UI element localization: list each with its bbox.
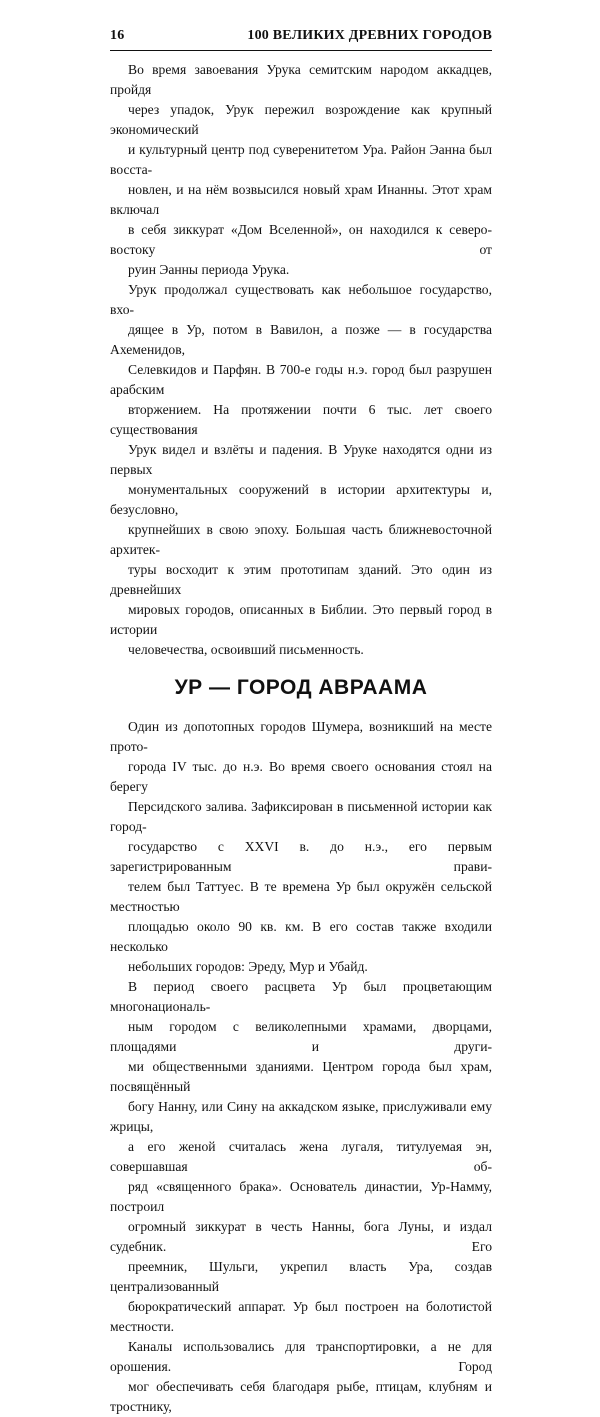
text-line: государство с XXVI в. до н.э., его первым зарегистрированным прави- [110, 839, 492, 874]
text-line: руин Эанны периода Урука. [128, 262, 290, 277]
paragraphs-before [110, 60, 492, 660]
text-line: мировых городов, описанных в Библии. Это первый город в истории [110, 602, 492, 637]
text-line: монументальных сооружений в истории архитектуры и, безусловно, [110, 482, 492, 517]
text-line: площадью около 90 кв. км. В его состав также входили несколько [110, 919, 492, 954]
running-head [110, 28, 492, 48]
text-line: и культурный центр под суверенитетом Ура. Район Эанна был восста- [110, 142, 492, 177]
text-line: небольших городов: Эреду, Мур и Убайд. [128, 959, 368, 974]
text-line: ми общественными зданиями. Центром города был храм, посвящённый [110, 1059, 492, 1094]
page-number: 16 [110, 28, 125, 43]
text-line: Селевкидов и Парфян. В 700-е годы н.э. город был разрушен арабским [110, 362, 492, 397]
text-line: телем был Таттуес. В те времена Ур был окружён сельской местностью [110, 879, 492, 914]
text-line: человечества, освоивший письменность. [128, 642, 364, 657]
text-line: Один из допотопных городов Шумера, возникший на месте прото- [110, 719, 492, 754]
text-line: дящее в Ур, потом в Вавилон, а позже — в государства Ахеменидов, [110, 322, 492, 357]
text-line: ряд «священного брака». Основатель династии, Ур-Намму, построил [110, 1179, 492, 1214]
header-rule [110, 50, 492, 51]
text-line: Персидского залива. Зафиксирован в письменной истории как город- [110, 799, 492, 834]
book-title: 100 ВЕЛИКИХ ДРЕВНИХ ГОРОДОВ [247, 28, 492, 43]
text-line: бюрократический аппарат. Ур был построен на болотистой местности. [110, 1299, 492, 1334]
text-line: Урук продолжал существовать как небольшое государство, вхо- [110, 282, 492, 317]
text-line: города IV тыс. до н.э. Во время своего основания стоял на берегу [110, 759, 492, 794]
text-line: Урук видел и взлёты и падения. В Уруке находятся одни из первых [110, 442, 492, 477]
text-line: вторжением. На протяжении почти 6 тыс. лет своего существования [110, 402, 492, 437]
section-heading: УР — ГОРОД АВРААМА [174, 676, 428, 699]
text-line: туры восходит к этим прототипам зданий. Это один из древнейших [110, 562, 492, 597]
text-line: В период своего расцвета Ур был процветающим многонациональ- [110, 979, 492, 1014]
text-line: огромный зиккурат в честь Нанны, бога Луны, и издал судебник. Его [110, 1219, 492, 1254]
text-line: мог обеспечивать себя благодаря рыбе, птицам, клубням и тростнику, [110, 1379, 492, 1414]
paragraph [110, 60, 492, 280]
text-line: Во время завоевания Урука семитским народом аккадцев, пройдя [110, 62, 492, 97]
text-line: а его женой считалась жена лугаля, титулуемая эн, совершавшая об- [110, 1139, 492, 1174]
text-line: в себя зиккурат «Дом Вселенной», он находился к северо-востоку от [110, 222, 492, 257]
text-line: ным городом с великолепными храмами, дворцами, площадями и други- [110, 1019, 492, 1054]
text-line: крупнейших в свою эпоху. Большая часть ближневосточной архитек- [110, 522, 492, 557]
paragraph [110, 717, 492, 977]
text-line: Каналы использовались для транспортировки, а не для орошения. Город [110, 1339, 492, 1374]
text-line: богу Нанну, или Сину на аккадском языке, прислуживали ему жрицы, [110, 1099, 492, 1134]
text-line: новлен, и на нём возвысился новый храм Инанны. Этот храм включал [110, 182, 492, 217]
body-text [110, 60, 492, 1417]
text-line: преемник, Шульги, укрепил власть Ура, создав централизованный [110, 1259, 492, 1294]
paragraphs-after [110, 717, 492, 1417]
paragraph [110, 280, 492, 660]
text-line: через упадок, Урук пережил возрождение как крупный экономический [110, 102, 492, 137]
paragraph [110, 977, 492, 1417]
